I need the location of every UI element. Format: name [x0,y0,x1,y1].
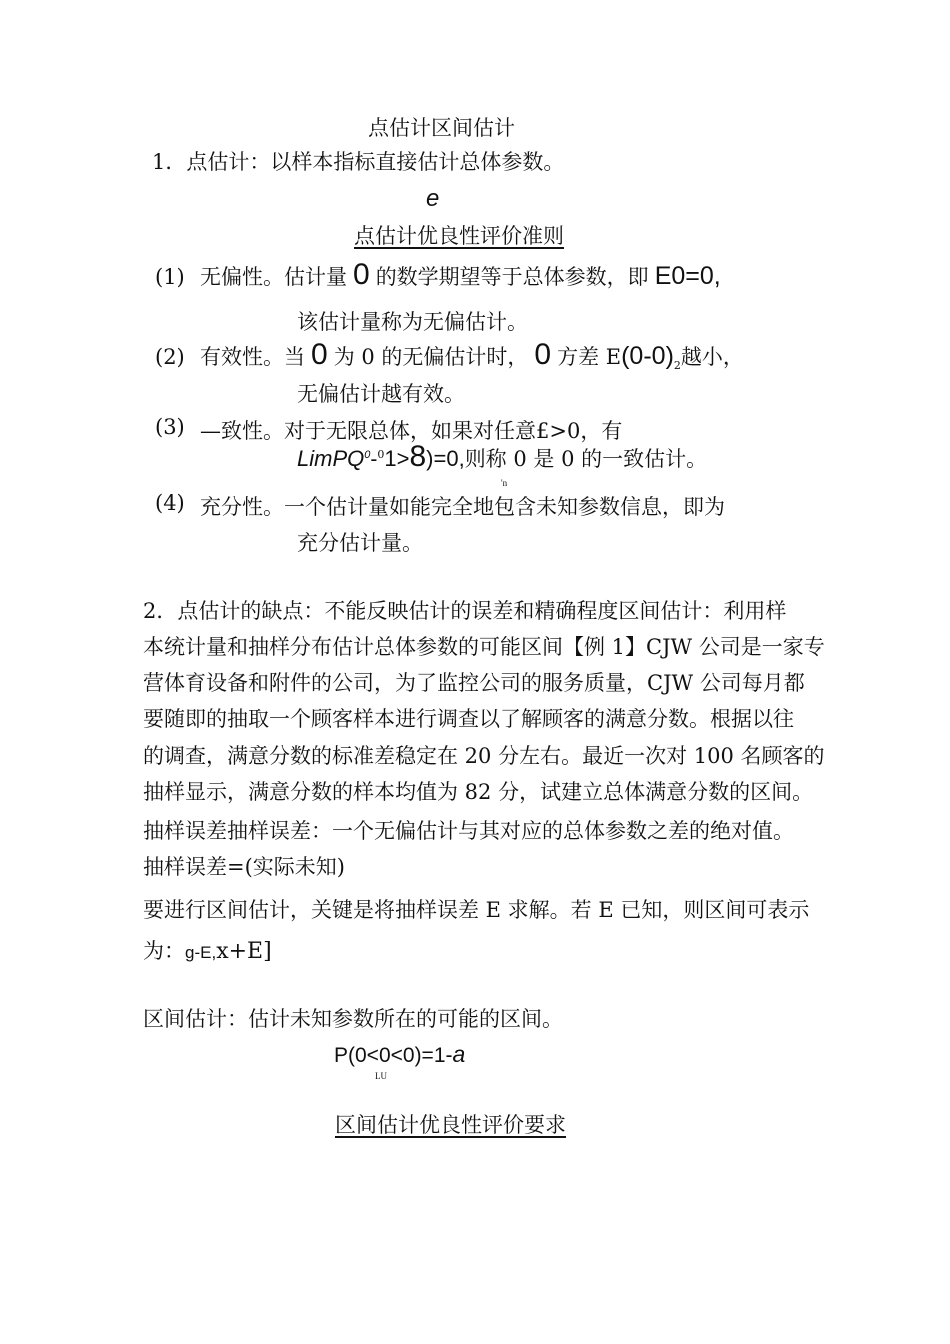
criterion-2-variance: (0-0) [621,342,674,370]
lu-subscript: LU [375,1071,387,1081]
criterion-2-text-a: 有效性。当 [200,345,305,369]
para-line-6: 抽样显示，满意分数的样本均值为 82 分，试建立总体满意分数的区间。 [143,780,814,804]
point-criteria-title: 点估计优良性评价准则 [354,224,564,248]
criterion-2-text-d: 越小， [680,345,744,369]
para-line-7: 抽样误差抽样误差：一个无偏估计与其对应的总体参数之差的绝对值。 [143,819,794,843]
para-line-1: 2．点估计的缺点：不能反映估计的误差和精确程度区间估计：利用样 [143,599,787,623]
criterion-3-number: (3) [155,415,185,439]
criterion-4-line2: 充分估计量。 [297,531,423,555]
interval-definition: 区间估计：估计未知参数所在的可能的区间。 [143,1007,563,1031]
limit-sup-1: 0 [377,448,385,461]
alpha-symbol: a [452,1041,466,1067]
limit-epsilon: 8 [409,440,427,473]
criterion-1-equation: E0=0, [654,262,721,290]
theta-hat-symbol-3: 0 [534,338,552,371]
criterion-1-text-a: 无偏性。估计量 [200,265,347,289]
probability-formula [334,1041,465,1068]
limit-one: 1> [384,446,410,471]
interval-line [143,935,272,965]
criterion-2-number: (2) [155,345,185,369]
criterion-4-line1: 充分性。一个估计量如能完全地包含未知参数信息，即为 [200,495,725,519]
para-line-2: 本统计量和抽样分布估计总体参数的可能区间【例 1】CJW 公司是一家专 [143,635,825,659]
criterion-3-line1: —致性。对于无限总体，如果对任意£>0，有 [200,419,623,443]
criterion-2-text-b: 为 0 的无偏估计时， [333,345,529,369]
criterion-2-line1 [200,338,744,372]
criterion-2-line2: 无偏估计越有效。 [297,382,465,406]
para-line-9: 要进行区间估计，关键是将抽样误差 E 求解。若 E 已知，则区间可表示 [143,898,810,922]
interval-prefix: 为： [143,939,185,963]
criterion-1-line2: 该估计量称为无偏估计。 [297,310,528,334]
probability-expression: P(0<0<0)=1- [334,1044,453,1067]
theta-hat-symbol-2: 0 [311,338,328,371]
limit-subscript-n: 'n [501,478,508,488]
limit-equals: )=0, [426,446,465,471]
limit-expression: LimPQ [297,446,365,471]
limit-sup-0: 0 [364,449,371,461]
criterion-2-text-c: 方差 E [557,345,622,369]
theta-symbol: e [426,185,440,212]
interval-expression-2: x+E] [216,939,272,964]
para-line-5: 的调查，满意分数的标准差稳定在 20 分左右。最近一次对 100 名顾客的 [143,744,825,768]
para-line-4: 要随即的抽取一个顾客样本进行调查以了解顾客的满意分数。根据以往 [143,707,794,731]
interval-criteria-title: 区间估计优良性评价要求 [335,1113,566,1137]
criterion-1-line1 [200,258,721,292]
criterion-1-number: (1) [155,265,185,289]
criterion-1-text-b: 的数学期望等于总体参数，即 [375,265,649,289]
criterion-3-line2 [297,440,707,474]
section1-heading: 1．点估计：以样本指标直接估计总体参数。 [152,150,565,174]
criterion-4-number: (4) [155,491,185,515]
para-line-8: 抽样误差=(实际未知) [143,855,345,879]
theta-hat-symbol: 0 [353,258,370,291]
criterion-2-square: 2 [673,359,681,373]
limit-dash: - [370,448,378,471]
criterion-3-tail: 则称 0 是 0 的一致估计。 [464,447,708,471]
interval-expression: g-E, [185,943,217,962]
para-line-3: 营体育设备和附件的公司，为了监控公司的服务质量，CJW 公司每月都 [143,671,805,695]
page-title: 点估计区间估计 [368,116,515,140]
